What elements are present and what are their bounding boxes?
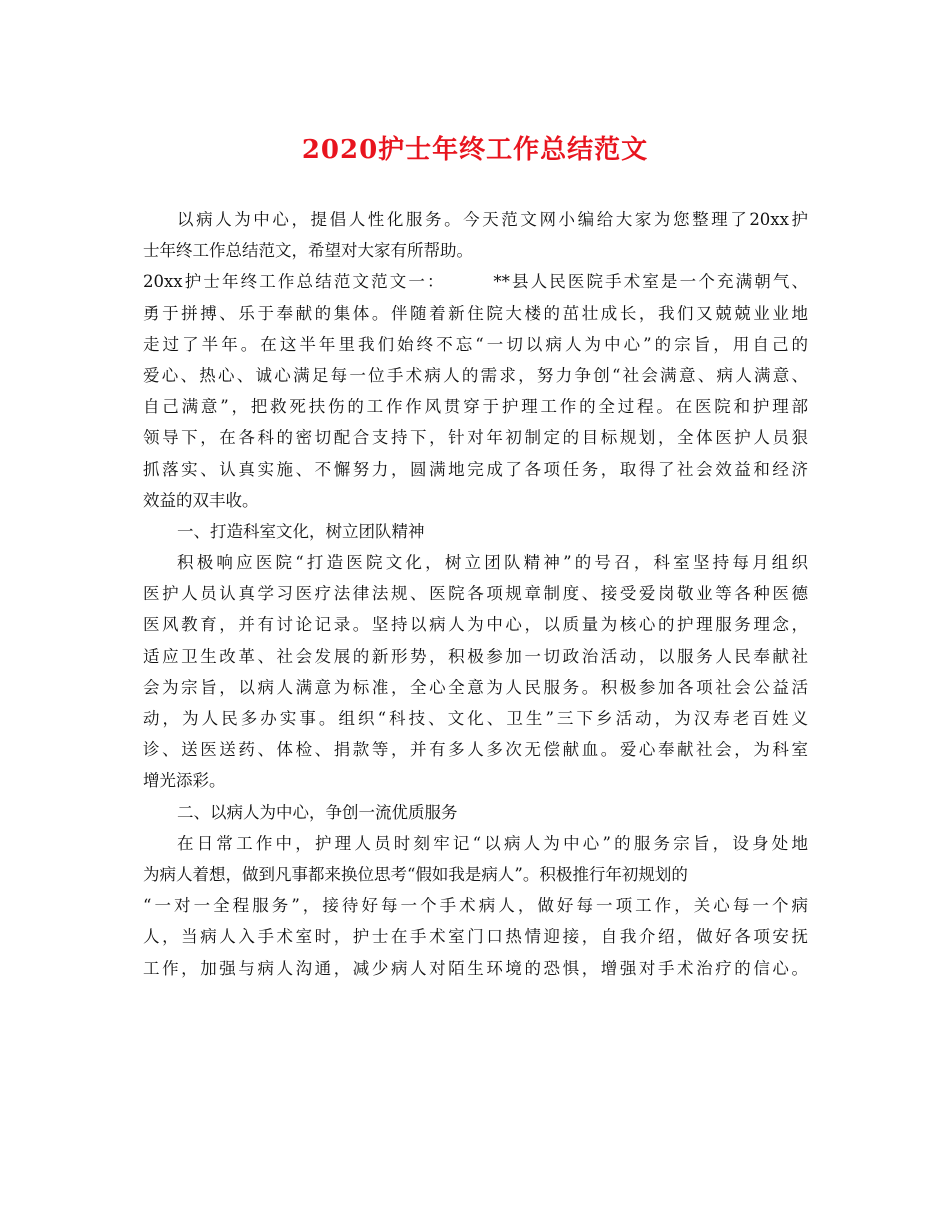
paragraph-line: 适应卫生改革、社会发展的新形势，积极参加一切政治活动，以服务人民奉献社	[143, 646, 808, 666]
paragraph-line: 以病人为中心，提倡人性化服务。今天范文网小编给大家为您整理了20xx护	[177, 210, 808, 229]
paragraph-line: 自己满意”，把救死扶伤的工作作风贯穿于护理工作的全过程。在医院和护理部	[143, 397, 808, 417]
paragraph-line: 诊、送医送药、体检、捐款等，并有多人多次无偿献血。爱心奉献社会，为科室	[143, 740, 808, 760]
paragraph-line: 会为宗旨，以病人满意为标准，全心全意为人民服务。积极参加各项社会公益活	[143, 677, 808, 697]
paragraph-line: 勇于拼搏、乐于奉献的集体。伴随着新住院大楼的茁壮成长，我们又兢兢业业地	[143, 303, 808, 323]
paragraph-line: 工作，加强与病人沟通，减少病人对陌生环境的恐惧，增强对手术治疗的信心。	[143, 958, 808, 978]
paragraph-line: 爱心、热心、诚心满足每一位手术病人的需求，努力争创“社会满意、病人满意、	[143, 365, 808, 385]
document-title: 2020护士年终工作总结范文	[301, 135, 649, 165]
paragraph-line: 二、以病人为中心，争创一流优质服务	[177, 802, 458, 822]
paragraph-line: 20xx护士年终工作总结范文范文一： **县人民医院手术室是一个充满朝气、	[143, 272, 808, 292]
paragraph-line: 在日常工作中，护理人员时刻牢记“以病人为中心”的服务宗旨，设身处地	[177, 833, 808, 853]
paragraph-line: 一、打造科室文化，树立团队精神	[177, 521, 425, 541]
paragraph-line: 走过了半年。在这半年里我们始终不忘“一切以病人为中心”的宗旨，用自己的	[143, 334, 808, 354]
paragraph-line: 增光添彩。	[143, 771, 226, 791]
paragraph-line: 领导下，在各科的密切配合支持下，针对年初制定的目标规划，全体医护人员狠	[143, 428, 808, 448]
paragraph-line: 为病人着想，做到凡事都来换位思考“假如我是病人”。积极推行年初规划的	[143, 864, 688, 884]
paragraph-line: “一对一全程服务”，接待好每一个手术病人，做好每一项工作，关心每一个病	[143, 896, 808, 916]
paragraph-line: 医护人员认真学习医疗法律法规、医院各项规章制度、接受爱岗敬业等各种医德	[143, 584, 808, 604]
paragraph-line: 抓落实、认真实施、不懈努力，圆满地完成了各项任务，取得了社会效益和经济	[143, 459, 808, 479]
paragraph-line: 积极响应医院“打造医院文化，树立团队精神”的号召，科室坚持每月组织	[177, 553, 808, 573]
paragraph-line: 效益的双丰收。	[143, 490, 259, 510]
paragraph-line: 医风教育，并有讨论记录。坚持以病人为中心，以质量为核心的护理服务理念，	[143, 615, 808, 635]
paragraph-line: 士年终工作总结范文，希望对大家有所帮助。	[143, 241, 473, 261]
paragraph-line: 动，为人民多办实事。组织“科技、文化、卫生”三下乡活动，为汉寿老百姓义	[143, 709, 808, 728]
paragraph-line: 人，当病人入手术室时，护士在手术室门口热情迎接，自我介绍，做好各项安抚	[143, 927, 808, 947]
document-body	[143, 204, 808, 984]
